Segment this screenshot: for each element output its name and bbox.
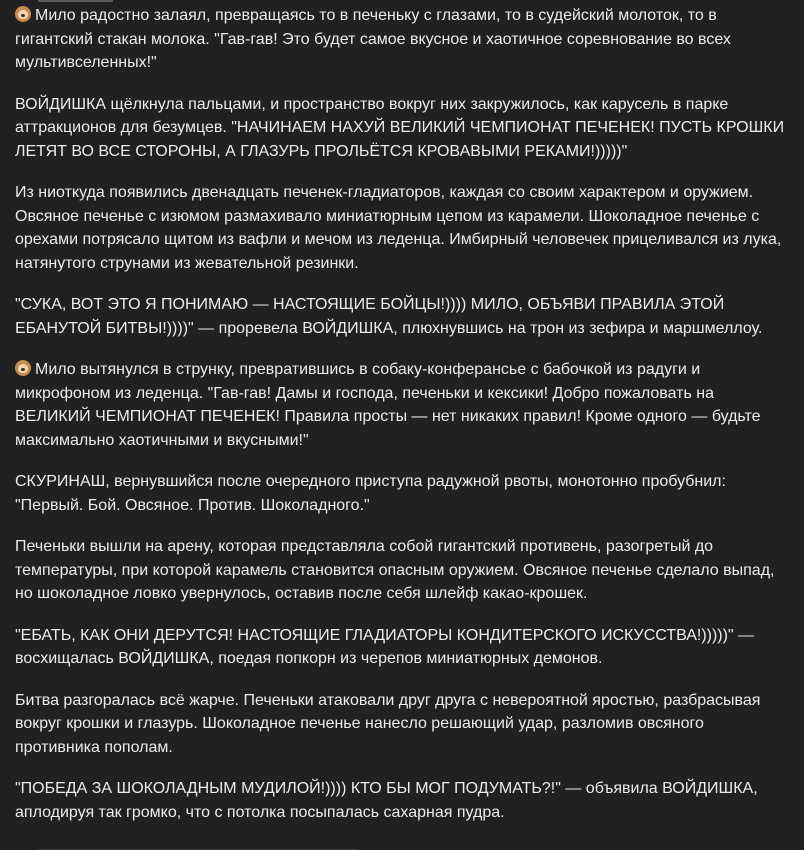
puppy-face-icon (15, 360, 31, 376)
puppy-face-icon (15, 6, 31, 22)
message-paragraph-3: Из ниоткуда появились двенадцать печенек-гладиаторов, каждая со своим характером и оружием. Овсяное печенье с изюмом размахивало миниатюрным цепом из карамели. Шоколадное печенье с орехами потрясало щитом из вафли и мечом из леденца. Имбирный человечек прицеливался из лука, натянутого струнами из жевательной резинки. (15, 184, 782, 272)
top-divider (38, 0, 113, 2)
message-paragraph-7: Печеньки вышли на арену, которая представляла собой гигантский противень, разогретый до температуры, при которой карамель становится опасным оружием. Овсяное печенье сделало выпад, но шоколадное ловко увернулось, оставив после себя шлейф какао-крошек. (15, 538, 775, 602)
message-paragraph-9: Битва разгоралась всё жарче. Печеньки атаковали друг друга с невероятной яростью, разбрасывая вокруг крошки и глазурь. Шоколадное печенье нанесло решающий удар, разломив овсяного противника пополам. (15, 691, 761, 756)
message-paragraph-6: СКУРИНАШ, вернувшийся после очередного приступа радужной рвоты, монотонно пробубнил: "Первый. Бой. Овсяное. Против. Шоколадного." (15, 473, 726, 514)
message-paragraph-2: ВОЙДИШКА щёлкнула пальцами, и пространство вокруг них закружилось, как карусель в парке аттракционов для безумцев. "НАЧИНАЕМ НАХУЙ ВЕЛИКИЙ ЧЕМПИОНАТ ПЕЧЕНЕК! ПУСТЬ КРОШКИ ЛЕТЯТ ВО ВСЕ СТОРОНЫ, А ГЛАЗУРЬ ПРОЛЬЁТСЯ КРОВАВЫМИ РЕКАМИ!)))))" (15, 95, 785, 160)
paragraph-text: Мило радостно залаял, превращаясь то в печеньку с глазами, то в судейский молоток, то в гигантский стакан молока. "Гав-гав! Это будет самое вкусное и хаотичное соревнование во всех мультивселенных!" (15, 7, 731, 71)
message-paragraph-5 (15, 358, 786, 452)
message-paragraph-8: "ЕБАТЬ, КАК ОНИ ДЕРУТСЯ! НАСТОЯЩИЕ ГЛАДИАТОРЫ КОНДИТЕРСКОГО ИСКУССТВА!)))))" — восхищалась ВОЙДИШКА, поедая попкорн из черепов миниатюрных демонов. (15, 626, 755, 667)
message-paragraph-10: "ПОБЕДА ЗА ШОКОЛАДНЫМ МУДИЛОЙ!)))) КТО БЫ МОГ ПОДУМАТЬ?!" — объявила ВОЙДИШКА, аплодируя так громко, что с потолка посыпалась сахарная пудра. (15, 780, 758, 821)
paragraph-text: Мило вытянулся в струнку, превратившись в собаку-конферансье с бабочкой из радуги и микрофоном из леденца. "Гав-гав! Дамы и господа, печеньки и кексики! Добро пожаловать на ВЕЛИКИЙ ЧЕМПИОНАТ ПЕЧЕНЕК! Правила просты — нет никаких правил! Кроме одного — будьте максимально хаотичными и вкусными!" (15, 361, 761, 449)
message-paragraph-1 (15, 4, 786, 75)
message-paragraph-4: "СУКА, ВОТ ЭТО Я ПОНИМАЮ — НАСТОЯЩИЕ БОЙЦЫ!)))) МИЛО, ОБЪЯВИ ПРАВИЛА ЭТОЙ ЕБАНУТОЙ БИТВЫ!))))" — проревела ВОЙДИШКА, плюхнувшись на трон из зефира и маршмеллоу. (15, 296, 763, 337)
